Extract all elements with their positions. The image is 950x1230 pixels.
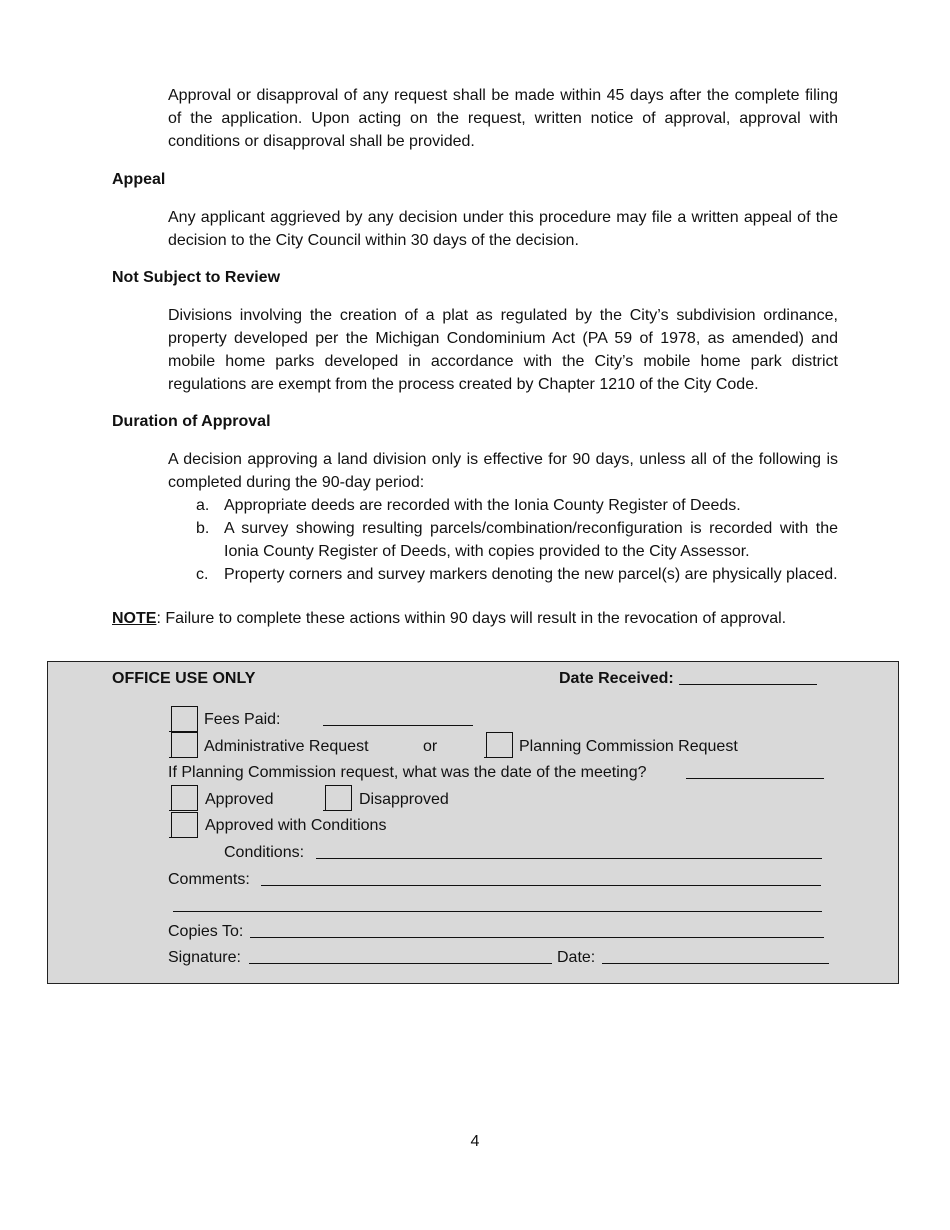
list-marker: b.: [196, 520, 210, 537]
note-label: NOTE: [112, 610, 157, 627]
approved-with-conditions-label: Approved with Conditions: [205, 817, 387, 834]
meeting-date-question: If Planning Commission request, what was the date of the meeting?: [168, 764, 647, 781]
date-received-label: Date Received:: [559, 670, 674, 687]
approved-label: Approved: [205, 791, 274, 808]
list-marker: c.: [196, 566, 209, 583]
approved-checkbox[interactable]: [171, 785, 198, 811]
list-text: A survey showing resulting parcels/combination/reconfiguration is recorded with the Ionia County Register of Deeds, with copies provided to the City Assessor.: [224, 520, 838, 560]
duration-heading: Duration of Approval: [112, 413, 271, 430]
not-subject-paragraph: Divisions involving the creation of a plat as regulated by the City’s subdivision ordinance, property developed per the Michigan Condominium Act (PA 59 of 1978, as amended) and mobile home parks developed in accordance with the City’s mobile home park district regulations are exempt from the process created by Chapter 1210 of the City Code.: [168, 307, 838, 393]
conditions-field[interactable]: [316, 842, 822, 866]
disapproved-checkbox[interactable]: [325, 785, 352, 811]
conditions-label: Conditions:: [224, 844, 305, 861]
not-subject-heading: Not Subject to Review: [112, 269, 281, 286]
planning-commission-label: Planning Commission Request: [519, 738, 738, 755]
planning-commission-checkbox[interactable]: [486, 732, 513, 758]
appeal-heading: Appeal: [112, 171, 166, 188]
copies-to-label: Copies To:: [168, 923, 244, 940]
intro-paragraph: Approval or disapproval of any request shall be made within 45 days after the complete filing of the application. Upon acting on the request, written notice of approval, approval with conditions or disapproval shall be provided.: [168, 87, 838, 150]
fees-paid-label: Fees Paid:: [204, 711, 281, 728]
meeting-date-field[interactable]: [686, 762, 824, 786]
date-received-field[interactable]: [679, 668, 817, 692]
or-label: or: [423, 738, 438, 755]
list-marker: a.: [196, 497, 210, 514]
signature-label: Signature:: [168, 949, 241, 966]
page-number: 4: [470, 1133, 480, 1150]
appeal-paragraph: Any applicant aggrieved by any decision under this procedure may file a written appeal of the decision to the City Council within 30 days of the decision.: [168, 209, 838, 249]
disapproved-label: Disapproved: [359, 791, 449, 808]
note-text: : Failure to complete these actions within 90 days will result in the revocation of approval.: [156, 610, 787, 627]
signature-field[interactable]: [249, 947, 552, 971]
date-label: Date:: [557, 949, 596, 966]
note-line: [112, 607, 786, 630]
administrative-request-checkbox[interactable]: [171, 732, 198, 758]
duration-paragraph: A decision approving a land division only is effective for 90 days, unless all of the following is completed during the 90-day period:: [168, 451, 838, 491]
fees-paid-field[interactable]: [323, 709, 473, 733]
list-text: Property corners and survey markers denoting the new parcel(s) are physically placed.: [224, 566, 838, 583]
office-use-title: OFFICE USE ONLY: [112, 670, 256, 687]
date-field[interactable]: [602, 947, 829, 971]
fees-paid-checkbox[interactable]: [171, 706, 198, 732]
list-text: Appropriate deeds are recorded with the Ionia County Register of Deeds.: [224, 497, 741, 514]
comments-field[interactable]: [261, 869, 821, 893]
approved-with-conditions-checkbox[interactable]: [171, 812, 198, 838]
comments-field-line-2[interactable]: [173, 895, 822, 919]
copies-to-field[interactable]: [250, 921, 824, 945]
comments-label: Comments:: [168, 871, 250, 888]
office-use-box: [47, 661, 899, 984]
administrative-request-label: Administrative Request: [204, 738, 369, 755]
